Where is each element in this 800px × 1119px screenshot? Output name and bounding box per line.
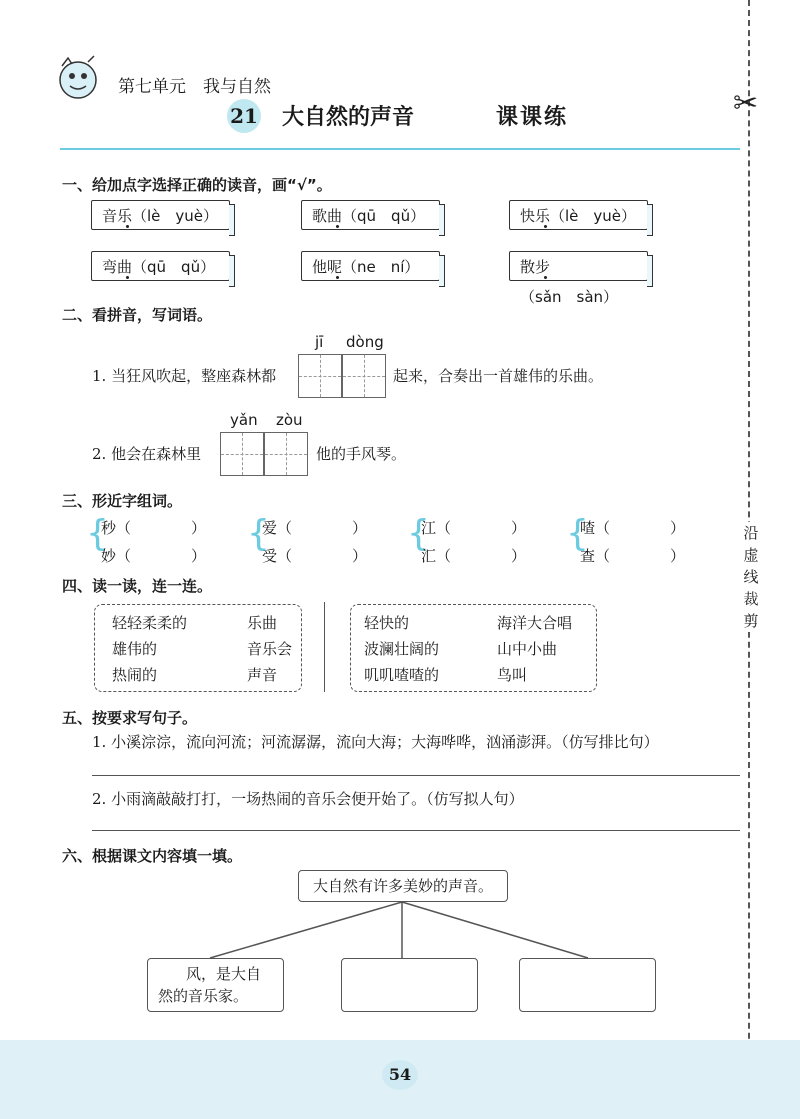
word: 音乐 [102,207,133,225]
answer-box-3[interactable] [519,958,656,1012]
brace: { [407,513,430,554]
section-3-title: 三、形近字组词。 [62,492,183,510]
emphasis-dot [544,225,547,228]
match-item: 叽叽喳喳的 [364,666,440,684]
writing-grid-cell[interactable] [342,354,386,398]
brace: { [86,513,109,554]
match-item: 热闹的 [112,666,158,684]
char-pair-item: 汇（ ） [421,547,527,565]
sentence-1-start: 1. 当狂风吹起，整座森林都 [92,367,277,385]
match-item: 轻快的 [364,614,410,632]
sentence-2-start: 2. 他会在森林里 [92,445,202,463]
answer-box-2[interactable] [341,958,478,1012]
answer-box-text: 然的音乐家。 [158,987,249,1005]
match-item: 波澜壮阔的 [364,640,440,658]
char-pair-item: 秒（ ） [101,519,207,537]
answer-box-1 [147,958,284,1012]
match-item: 音乐会 [247,640,293,658]
brace: { [566,513,589,554]
pinyin-hint: jī [315,333,324,351]
word: 弯曲 [102,258,133,276]
sentence-task-1: 1. 小溪淙淙，流向河流；河流潺潺，流向大海；大海哗哗，汹涌澎湃。（仿写排比句） [92,733,659,751]
unit-label: 第七单元 我与自然 [118,77,271,97]
lesson-title: 大自然的声音 [282,105,415,130]
section-4-title: 四、读一读，连一连。 [62,577,213,595]
scissors-icon: ✂ [733,86,759,121]
pinyin-option-box [301,251,440,281]
section-1-title: 一、给加点字选择正确的读音，画“√”。 [62,176,332,194]
lesson-number: 21 [227,99,261,133]
pinyin-options: （lè yuè） [550,207,637,225]
pinyin-hint: zòu [276,411,303,429]
pinyin-options: （sǎn sàn） [520,288,619,306]
answer-line[interactable] [92,775,740,776]
section-2-title: 二、看拼音，写词语。 [62,306,213,324]
sentence-2-end: 他的手风琴。 [316,445,407,463]
match-item: 海洋大合唱 [497,614,573,632]
writing-grid-cell[interactable] [220,432,264,476]
match-item: 声音 [247,666,278,684]
word: 歌曲 [312,207,343,225]
writing-grid-cell[interactable] [298,354,342,398]
pinyin-hint: yǎn [230,411,258,429]
practice-label: 课课练 [496,105,569,130]
pinyin-option-box [91,251,230,281]
char-pair-item: 喳（ ） [580,519,686,537]
pinyin-options: （qū qǔ） [342,207,426,225]
answer-line[interactable] [92,830,740,831]
header-divider [60,148,740,150]
emphasis-dot [126,276,129,279]
word: 快乐 [520,207,551,225]
answer-box-text: 风，是大自 [186,965,262,983]
emphasis-dot [336,225,339,228]
pinyin-option-box [509,200,648,230]
pinyin-hint: dòng [346,333,384,351]
word: 他呢 [312,258,343,276]
char-pair-item: 查（ ） [580,547,686,565]
match-item: 雄伟的 [112,640,158,658]
match-item: 轻轻柔柔的 [112,614,188,632]
emphasis-dot [126,225,129,228]
brace: { [247,513,270,554]
match-item: 乐曲 [247,614,278,632]
emphasis-dot [336,276,339,279]
char-pair-item: 爱（ ） [262,519,368,537]
section-5-title: 五、按要求写句子。 [62,709,198,727]
matching-divider [324,602,325,692]
pinyin-option-box [91,200,230,230]
char-pair-item: 受（ ） [262,547,368,565]
section-6-title: 六、根据课文内容填一填。 [62,847,243,865]
match-item: 山中小曲 [497,640,558,658]
cut-hint: 沿虚线裁剪 [740,522,762,632]
writing-grid-cell[interactable] [264,432,308,476]
pinyin-options: （qū qǔ） [132,258,216,276]
mascot-icon [52,52,104,104]
pinyin-option-box [509,251,648,306]
match-item: 鸟叫 [497,666,528,684]
sentence-task-2: 2. 小雨滴敲敲打打，一场热闹的音乐会便开始了。（仿写拟人句） [92,790,524,808]
pinyin-option-box [301,200,440,230]
page-number: 54 [382,1060,418,1090]
emphasis-dot [544,276,547,279]
pinyin-options: （lè yuè） [132,207,219,225]
sentence-1-end: 起来，合奏出一首雄伟的乐曲。 [393,367,604,385]
main-idea-box: 大自然有许多美妙的声音。 [298,870,508,902]
word: 散步 [520,258,551,276]
char-pair-item: 江（ ） [421,519,527,537]
char-pair-item: 妙（ ） [101,547,207,565]
pinyin-options: （ne ní） [342,258,420,276]
